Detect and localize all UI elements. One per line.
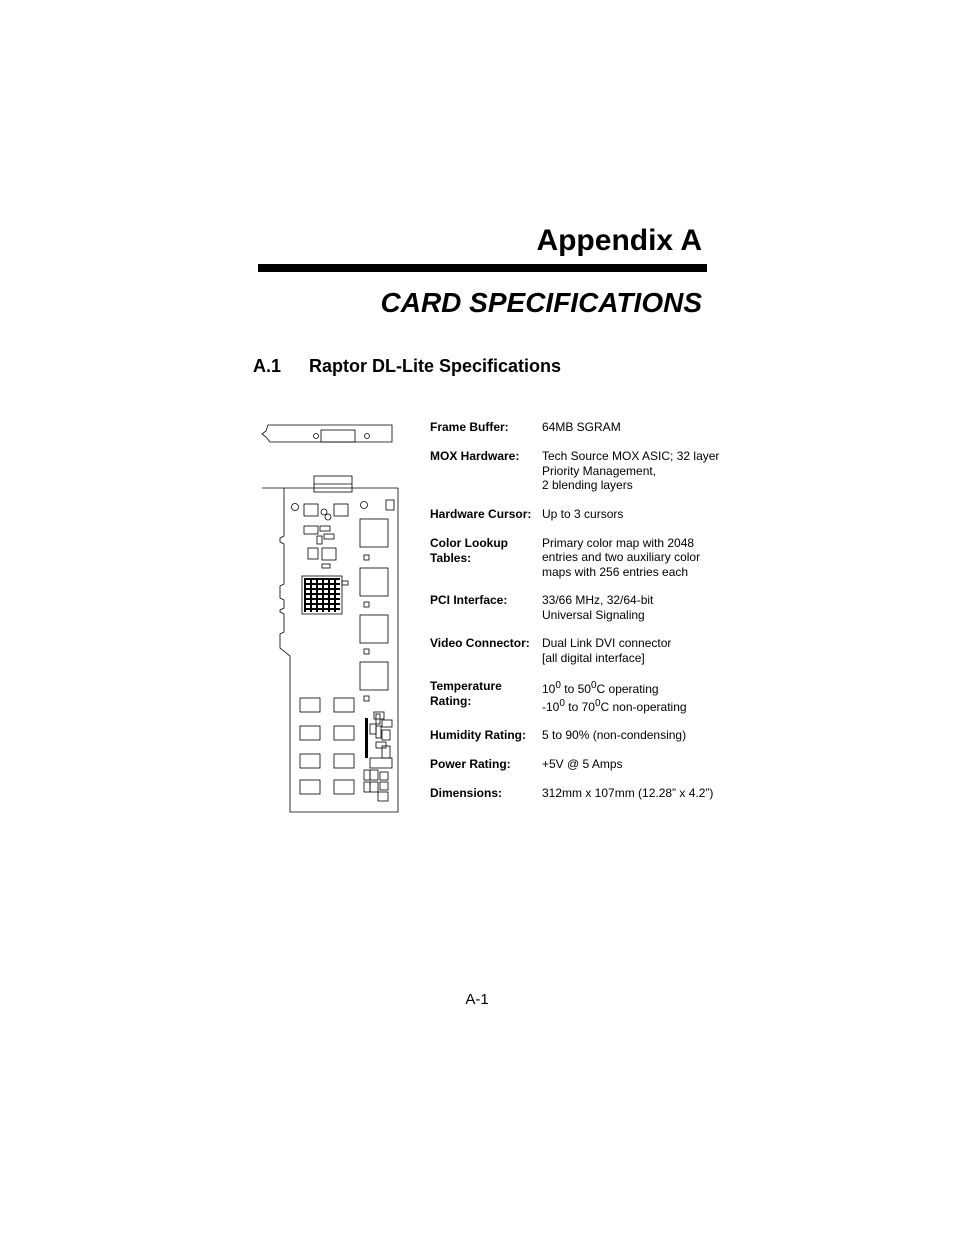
spec-value: 33/66 MHz, 32/64-bit Universal Signaling — [542, 593, 654, 622]
section-title: Raptor DL-Lite Specifications — [309, 356, 562, 376]
section-number: A.1 — [253, 356, 282, 376]
spec-row — [430, 593, 740, 622]
spec-row — [430, 449, 740, 493]
spec-value: 312mm x 107mm (12.28” x 4.2”) — [542, 786, 714, 800]
spec-label: MOX Hardware: — [430, 449, 520, 463]
spec-value: $10^0$ to $50^0C$ operating $-10^0$ to $70^0C$ non-operating — [542, 680, 687, 714]
spec-label: Temperature Rating: — [430, 679, 502, 708]
spec-label: Color Lookup Tables: — [430, 535, 508, 565]
spec-row — [430, 507, 740, 522]
spec-label: PCI Interface: — [430, 593, 508, 607]
spec-row — [430, 636, 740, 665]
spec-value: Up to 3 cursors — [542, 506, 624, 521]
spec-row — [430, 420, 740, 435]
heading-rule — [258, 264, 707, 272]
spec-value: Dual Link DVI connector [all digital interface] — [542, 636, 672, 665]
page-title: Appendix A — [536, 224, 702, 257]
spec-label: Video Connector: — [430, 636, 530, 650]
spec-label: Humidity Rating: — [430, 728, 526, 742]
page-subtitle: CARD SPECIFICATIONS — [380, 287, 702, 318]
spec-row — [430, 679, 740, 714]
spec-value: 64MB SGRAM — [542, 420, 621, 434]
spec-value: 5 to 90% (non-condensing) — [542, 728, 687, 742]
spec-row — [430, 757, 740, 772]
spec-row — [430, 536, 740, 580]
spec-table — [430, 420, 740, 815]
bracket-outline — [262, 425, 392, 442]
spec-value: Primary color map with 2048 entries and two auxiliary color maps with 256 entries each — [542, 535, 701, 579]
spec-value: Tech Source MOX ASIC; 32 layer Priority Management, 2 blending layers — [542, 449, 720, 492]
spec-row — [430, 786, 740, 801]
spec-value: +5V @ 5 Amps — [542, 757, 623, 771]
spec-label: Power Rating: — [430, 757, 511, 771]
card-diagram — [258, 418, 403, 814]
section-heading — [253, 356, 561, 378]
page-number: A-1 — [465, 991, 489, 1008]
spec-row — [430, 728, 740, 743]
spec-label: Frame Buffer: — [430, 420, 509, 434]
board-outline — [280, 488, 398, 812]
spec-label: Dimensions: — [430, 786, 503, 800]
spec-label: Hardware Cursor: — [430, 506, 532, 521]
